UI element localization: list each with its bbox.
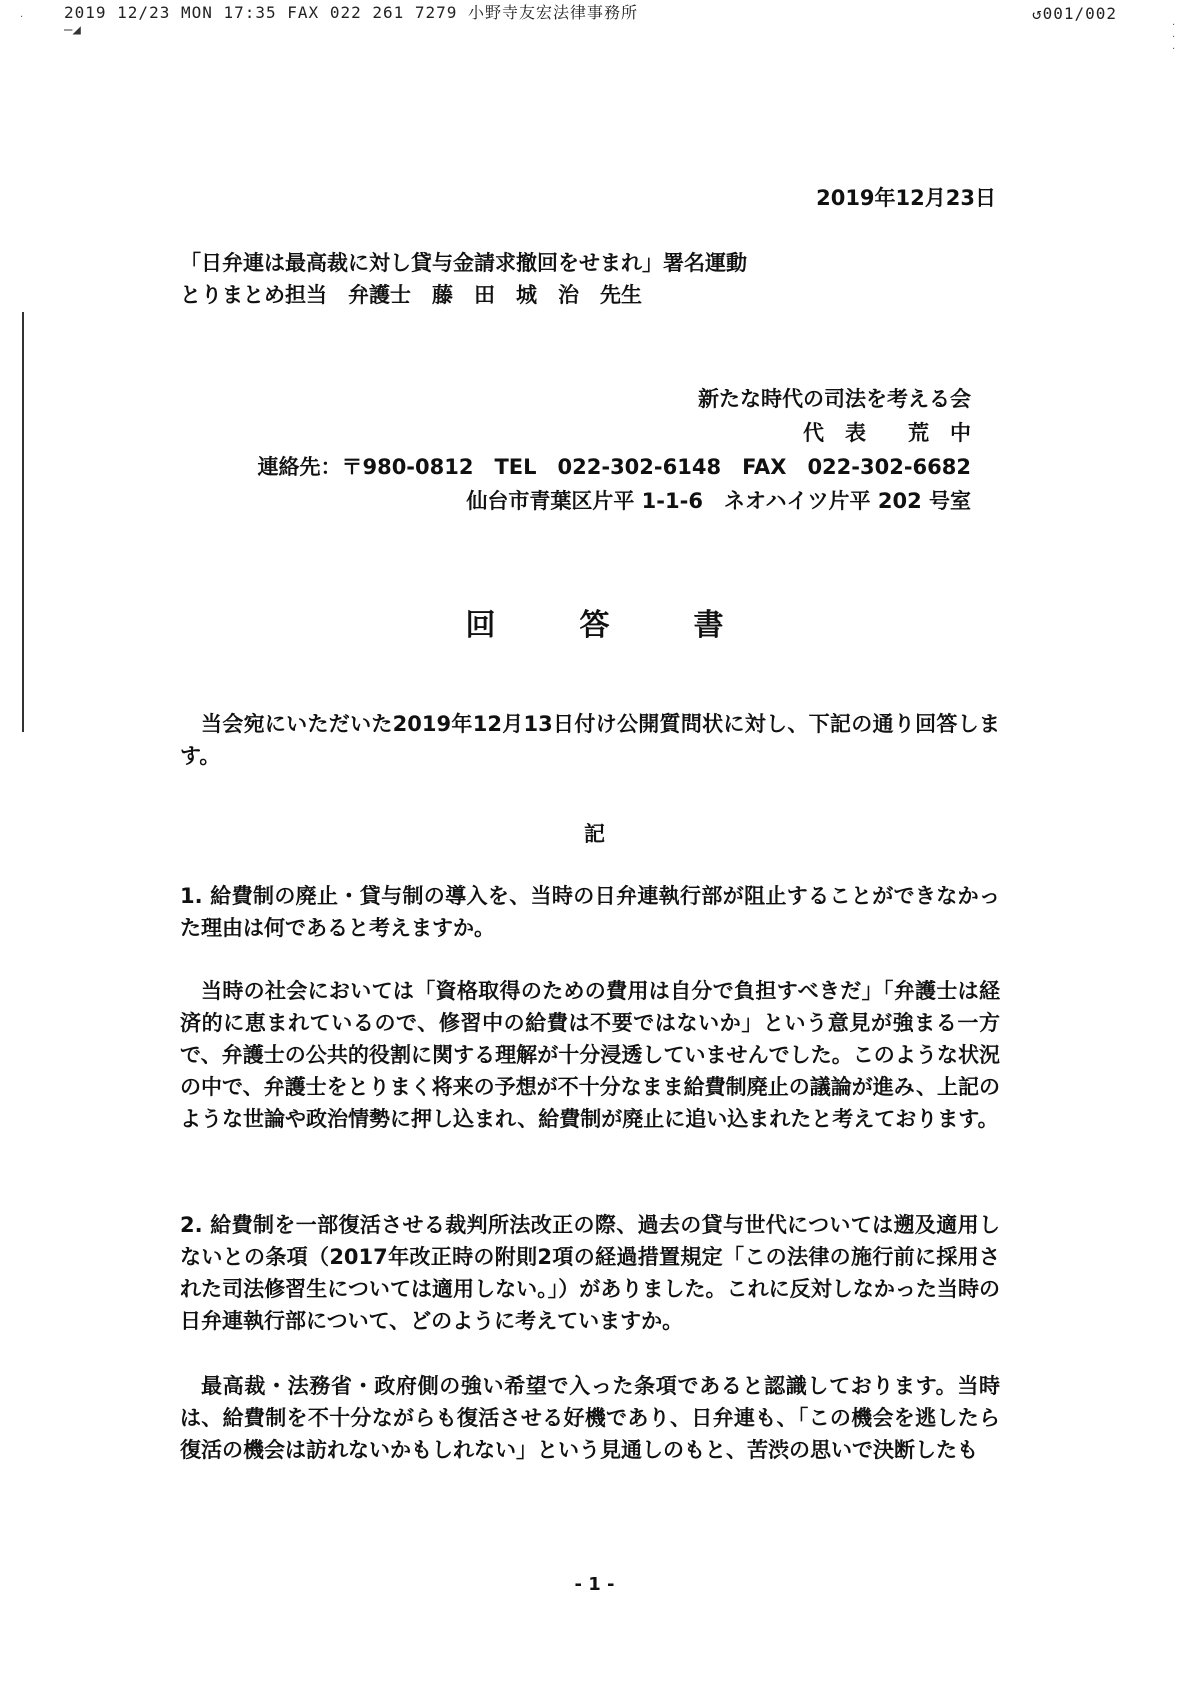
sender-contact: 連絡先：〒980-0812 TEL 022-302-6148 FAX 022-302-6682 [257, 455, 971, 479]
document-date: 2019年12月23日 [816, 186, 996, 210]
fax-mark: —◢ [64, 22, 81, 38]
question-1: 1. 給費制の廃止・貸与制の導入を、当時の日弁連執行部が阻止することができなかった理由は何であると考えますか。 [180, 884, 1000, 940]
addressee-recipient: とりまとめ担当 弁護士 藤 田 城 治 先生 [180, 283, 642, 307]
addressee-campaign: 「日弁連は最高裁に対し貸与金請求撤回をせまれ」署名運動 [180, 251, 747, 275]
addressee-block [180, 247, 747, 311]
answer-1: 当時の社会においては「資格取得のための費用は自分で負担すべきだ」「弁護士は経済的に恵まれているので、修習中の給費は不要ではないか」という意見が強まる一方で、弁護士の公共的役割に関する理解が十分浸透していませんでした。このような状況の中で、弁護士をとりまく将来の予想が不十分なまま給費制廃止の議論が進み、上記のような世論や政治情勢に押し込まれ、給費制が廃止に追い込まれたと考えております。 [180, 979, 1000, 1131]
answer-2: 最高裁・法務省・政府側の強い希望で入った条項であると認識しております。当時は、給費制を不十分ながらも復活させる好機であり、日弁連も、「この機会を逃したら復活の機会は訪れないかもしれない」という見通しのもと、苦渋の思いで決断したも [180, 1374, 1000, 1462]
scan-edge-line [22, 312, 24, 732]
sender-block [257, 382, 971, 518]
fax-header: 2019 12/23 MON 17:35 FAX 022 261 7279 小野寺友宏法律事務所 [64, 3, 639, 22]
scan-edge-mark: · · · [1172, 20, 1176, 55]
sender-address: 仙台市青葉区片平 1-1-6 ネオハイツ片平 202 号室 [466, 489, 971, 513]
ki-marker: 記 [584, 822, 605, 846]
scan-edge-mark: · [20, 12, 24, 23]
sender-representative: 代 表 荒 中 [803, 421, 971, 445]
fax-page-counter: ↺001/002 [1032, 4, 1118, 23]
page-number: - 1 - [574, 1574, 615, 1595]
question-2: 2. 給費制を一部復活させる裁判所法改正の際、過去の貸与世代については遡及適用しないとの条項（2017年改正時の附則2項の経過措置規定「この法律の施行前に採用された司法修習生については適用しない。」）がありました。これに反対しなかった当時の日弁連執行部について、どのように考えていますか。 [180, 1213, 1000, 1333]
document-title: 回 答 書 [465, 608, 751, 643]
sender-organization: 新たな時代の司法を考える会 [698, 387, 971, 411]
intro-paragraph: 当会宛にいただいた2019年12月13日付け公開質問状に対し、下記の通り回答します。 [180, 712, 1000, 768]
